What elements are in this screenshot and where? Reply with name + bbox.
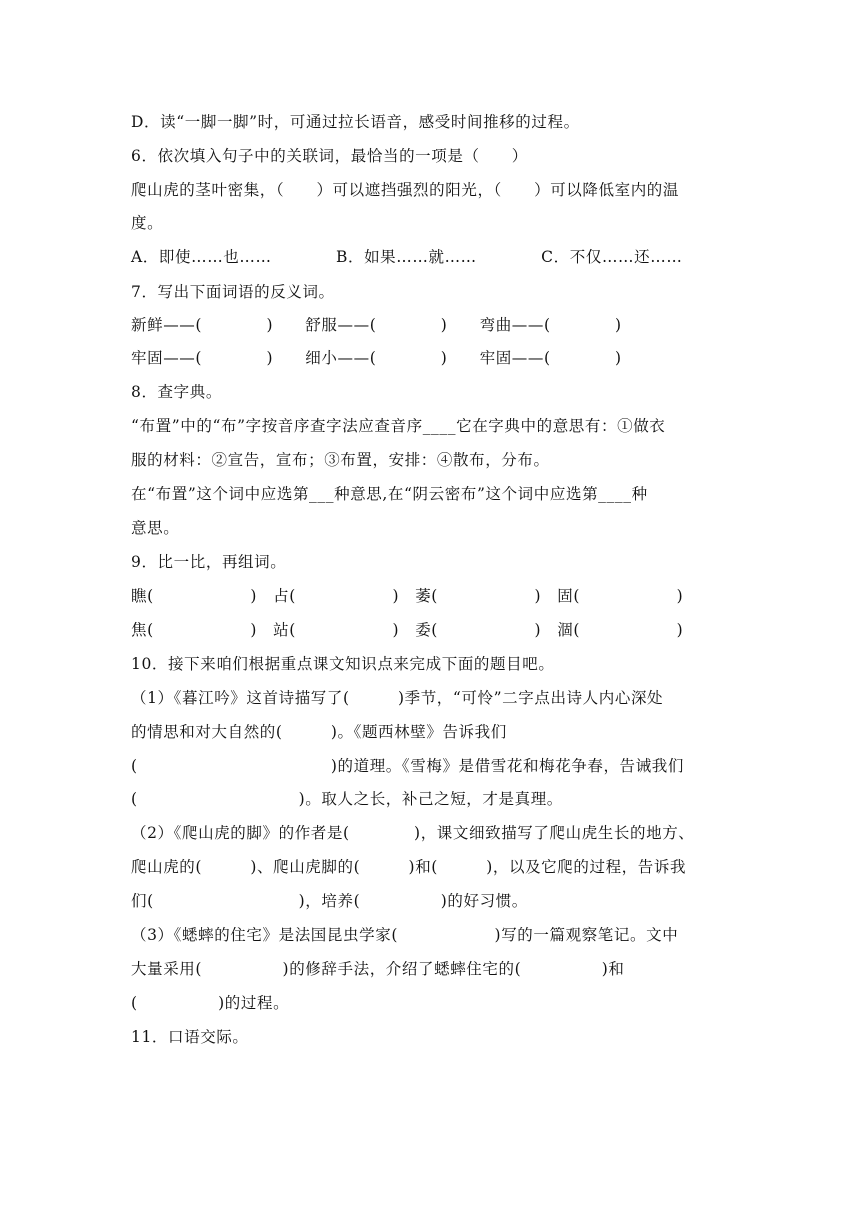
question-10-2-line-1: （2）《爬山虎的脚》的作者是( )，课文细致描写了爬山虎生长的地方、: [131, 824, 695, 842]
question-6-options: A．即使……也…… B．如果……就…… C．不仅……还……: [131, 248, 683, 266]
question-8-text-3: 在“布置”这个词中应选第___种意思,在“阴云密布”这个词中应选第____种: [131, 485, 648, 503]
question-10-1-line-4: ( )。取人之长，补己之短，才是真理。: [131, 790, 563, 808]
question-10-2-line-2: 爬山虎的( )、爬山虎脚的( )和( )，以及它爬的过程，告诉我: [131, 858, 687, 876]
question-9-title: 9．比一比，再组词。: [131, 553, 287, 571]
question-10-1-line-3: ( )的道理。《雪梅》是借雪花和梅花争春，告诫我们: [131, 757, 684, 775]
question-6-sentence-cont: 度。: [131, 214, 164, 232]
question-8-title: 8．查字典。: [131, 383, 222, 401]
question-10-3-line-2: 大量采用( )的修辞手法，介绍了蟋蟀住宅的( )和: [131, 960, 625, 978]
antonym-row-2: 牢固——( ) 细小——( ) 牢固——( ): [131, 349, 622, 367]
antonym-row-1: 新鲜——( ) 舒服——( ) 弯曲——( ): [131, 316, 622, 334]
compare-row-2: 焦( ) 站( ) 委( ) 涸( ): [131, 621, 684, 639]
question-10-3-line-3: ( )的过程。: [131, 994, 290, 1012]
option-d-line: D．读“一脚一脚”时，可通过拉长语音，感受时间推移的过程。: [131, 113, 580, 131]
question-7-title: 7．写出下面词语的反义词。: [131, 283, 335, 301]
question-6-title: 6．依次填入句子中的关联词，最恰当的一项是（ ）: [131, 147, 528, 165]
question-10-2-line-3: 们( )，培养( )的好习惯。: [131, 892, 528, 910]
question-8-text-4: 意思。: [131, 519, 180, 537]
question-11-title: 11．口语交际。: [131, 1028, 249, 1046]
compare-row-1: 瞧( ) 占( ) 萎( ) 固( ): [131, 587, 684, 605]
question-8-text-1: “布置”中的“布”字按音序查字法应查音序____它在字典中的意思有：①做衣: [131, 417, 666, 435]
question-6-sentence: 爬山虎的茎叶密集，（ ）可以遮挡强烈的阳光，（ ）可以降低室内的温: [131, 181, 680, 199]
question-10-1-line-2: 的情思和对大自然的( )。《题西林壁》告诉我们: [131, 723, 507, 741]
question-8-text-2: 服的材料：②宣告，宣布；③布置，安排：④散布，分布。: [131, 451, 550, 469]
question-10-3-line-1: （3）《蟋蟀的住宅》是法国昆虫学家( )写的一篇观察笔记。文中: [131, 926, 679, 944]
question-10-1-line-1: （1）《暮江吟》这首诗描写了( )季节，“可怜”二字点出诗人内心深处: [131, 689, 664, 707]
question-10-title: 10．接下来咱们根据重点课文知识点来完成下面的题目吧。: [131, 655, 555, 673]
